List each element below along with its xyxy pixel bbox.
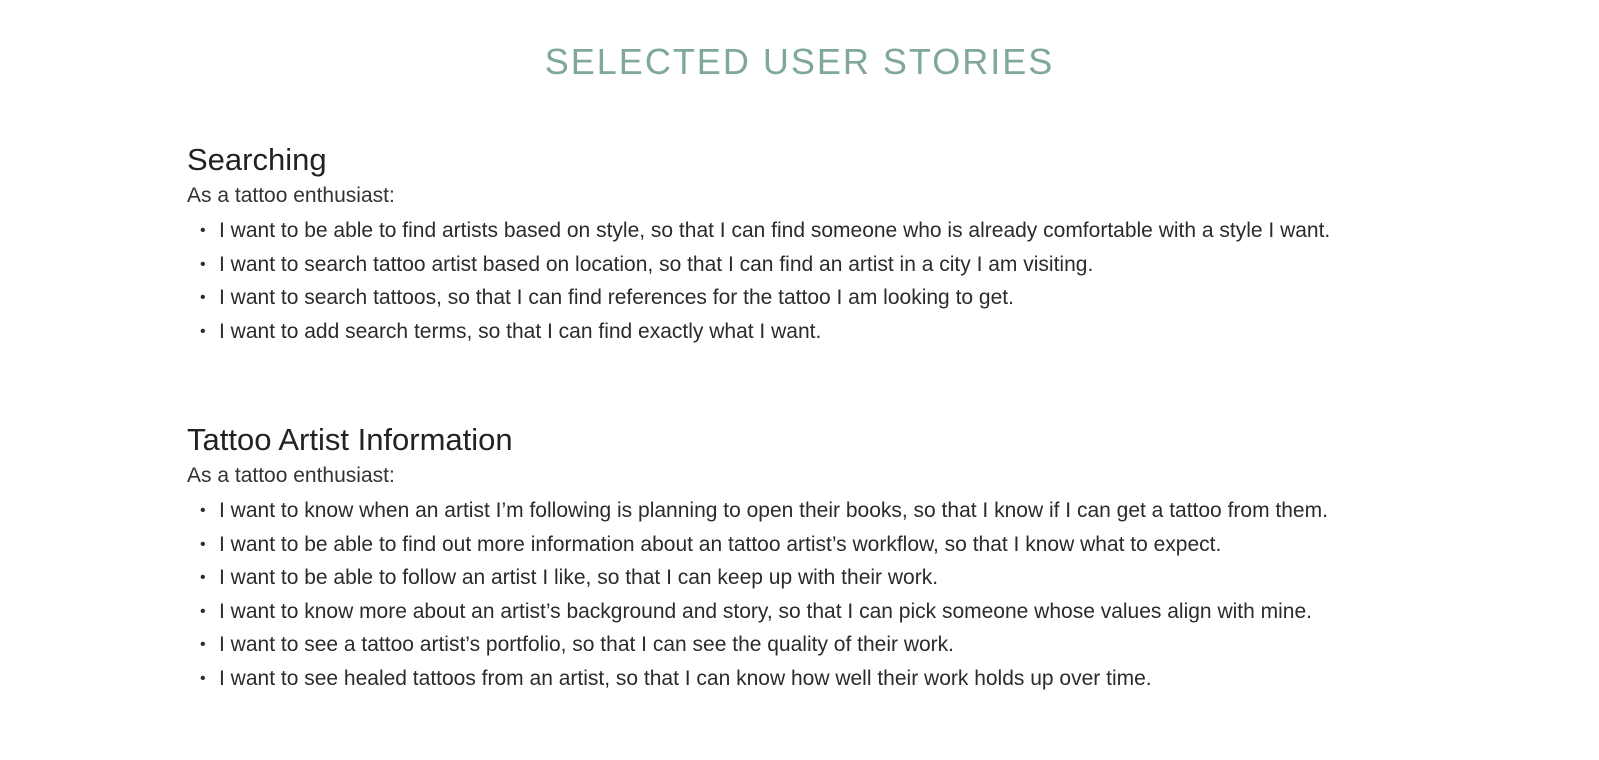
bullet-icon: •	[200, 535, 206, 553]
story-text: I want to see a tattoo artist’s portfolio, so that I can see the quality of their work.	[219, 633, 954, 656]
list-item	[187, 214, 1517, 248]
story-text: I want to search tattoos, so that I can find references for the tattoo I am looking to get.	[219, 286, 1014, 309]
story-text: I want to know more about an artist’s background and story, so that I can pick someone whose values align with mine.	[219, 599, 1312, 623]
section-heading: Searching	[187, 142, 327, 177]
bullet-icon: •	[200, 669, 206, 687]
story-text: I want to know when an artist I’m following is planning to open their books, so that I know if I can get a tattoo from them.	[219, 499, 1328, 522]
story-text: I want to add search terms, so that I can find exactly what I want.	[219, 319, 822, 343]
story-text: I want to see healed tattoos from an artist, so that I can know how well their work holds up over time.	[219, 666, 1152, 690]
section-heading: Tattoo Artist Information	[187, 422, 513, 457]
bullet-icon: •	[200, 222, 206, 239]
bullet-icon: •	[200, 569, 206, 586]
story-text: I want to be able to follow an artist I like, so that I can keep up with their work.	[219, 566, 939, 589]
list-item	[187, 595, 1517, 629]
story-text: I want to search tattoo artist based on location, so that I can find an artist in a city I am visiting.	[219, 252, 1094, 276]
list-item	[187, 662, 1517, 696]
list-item	[187, 561, 1517, 595]
section-tattoo-artist-information	[187, 420, 1517, 695]
list-item	[187, 315, 1517, 349]
story-text: I want to be able to find artists based on style, so that I can find someone who is already comfortable with a style I want.	[219, 219, 1331, 242]
bullet-icon: •	[200, 255, 206, 273]
bullet-icon: •	[200, 502, 206, 519]
bullet-icon: •	[200, 636, 206, 653]
page-title: SELECTED USER STORIES	[544, 41, 1055, 82]
bullet-icon: •	[200, 289, 206, 306]
list-item	[187, 281, 1517, 315]
story-text: I want to be able to find out more information about an tattoo artist’s workflow, so that I know what to expect.	[219, 532, 1222, 556]
section-persona: As a tattoo enthusiast:	[187, 184, 395, 207]
story-list	[187, 214, 1517, 348]
list-item	[187, 248, 1517, 282]
section-persona: As a tattoo enthusiast:	[187, 464, 395, 487]
list-item	[187, 528, 1517, 562]
bullet-icon: •	[200, 322, 206, 340]
bullet-icon: •	[200, 602, 206, 620]
list-item	[187, 494, 1517, 528]
section-searching	[187, 140, 1517, 348]
story-list	[187, 494, 1517, 695]
list-item	[187, 628, 1517, 662]
